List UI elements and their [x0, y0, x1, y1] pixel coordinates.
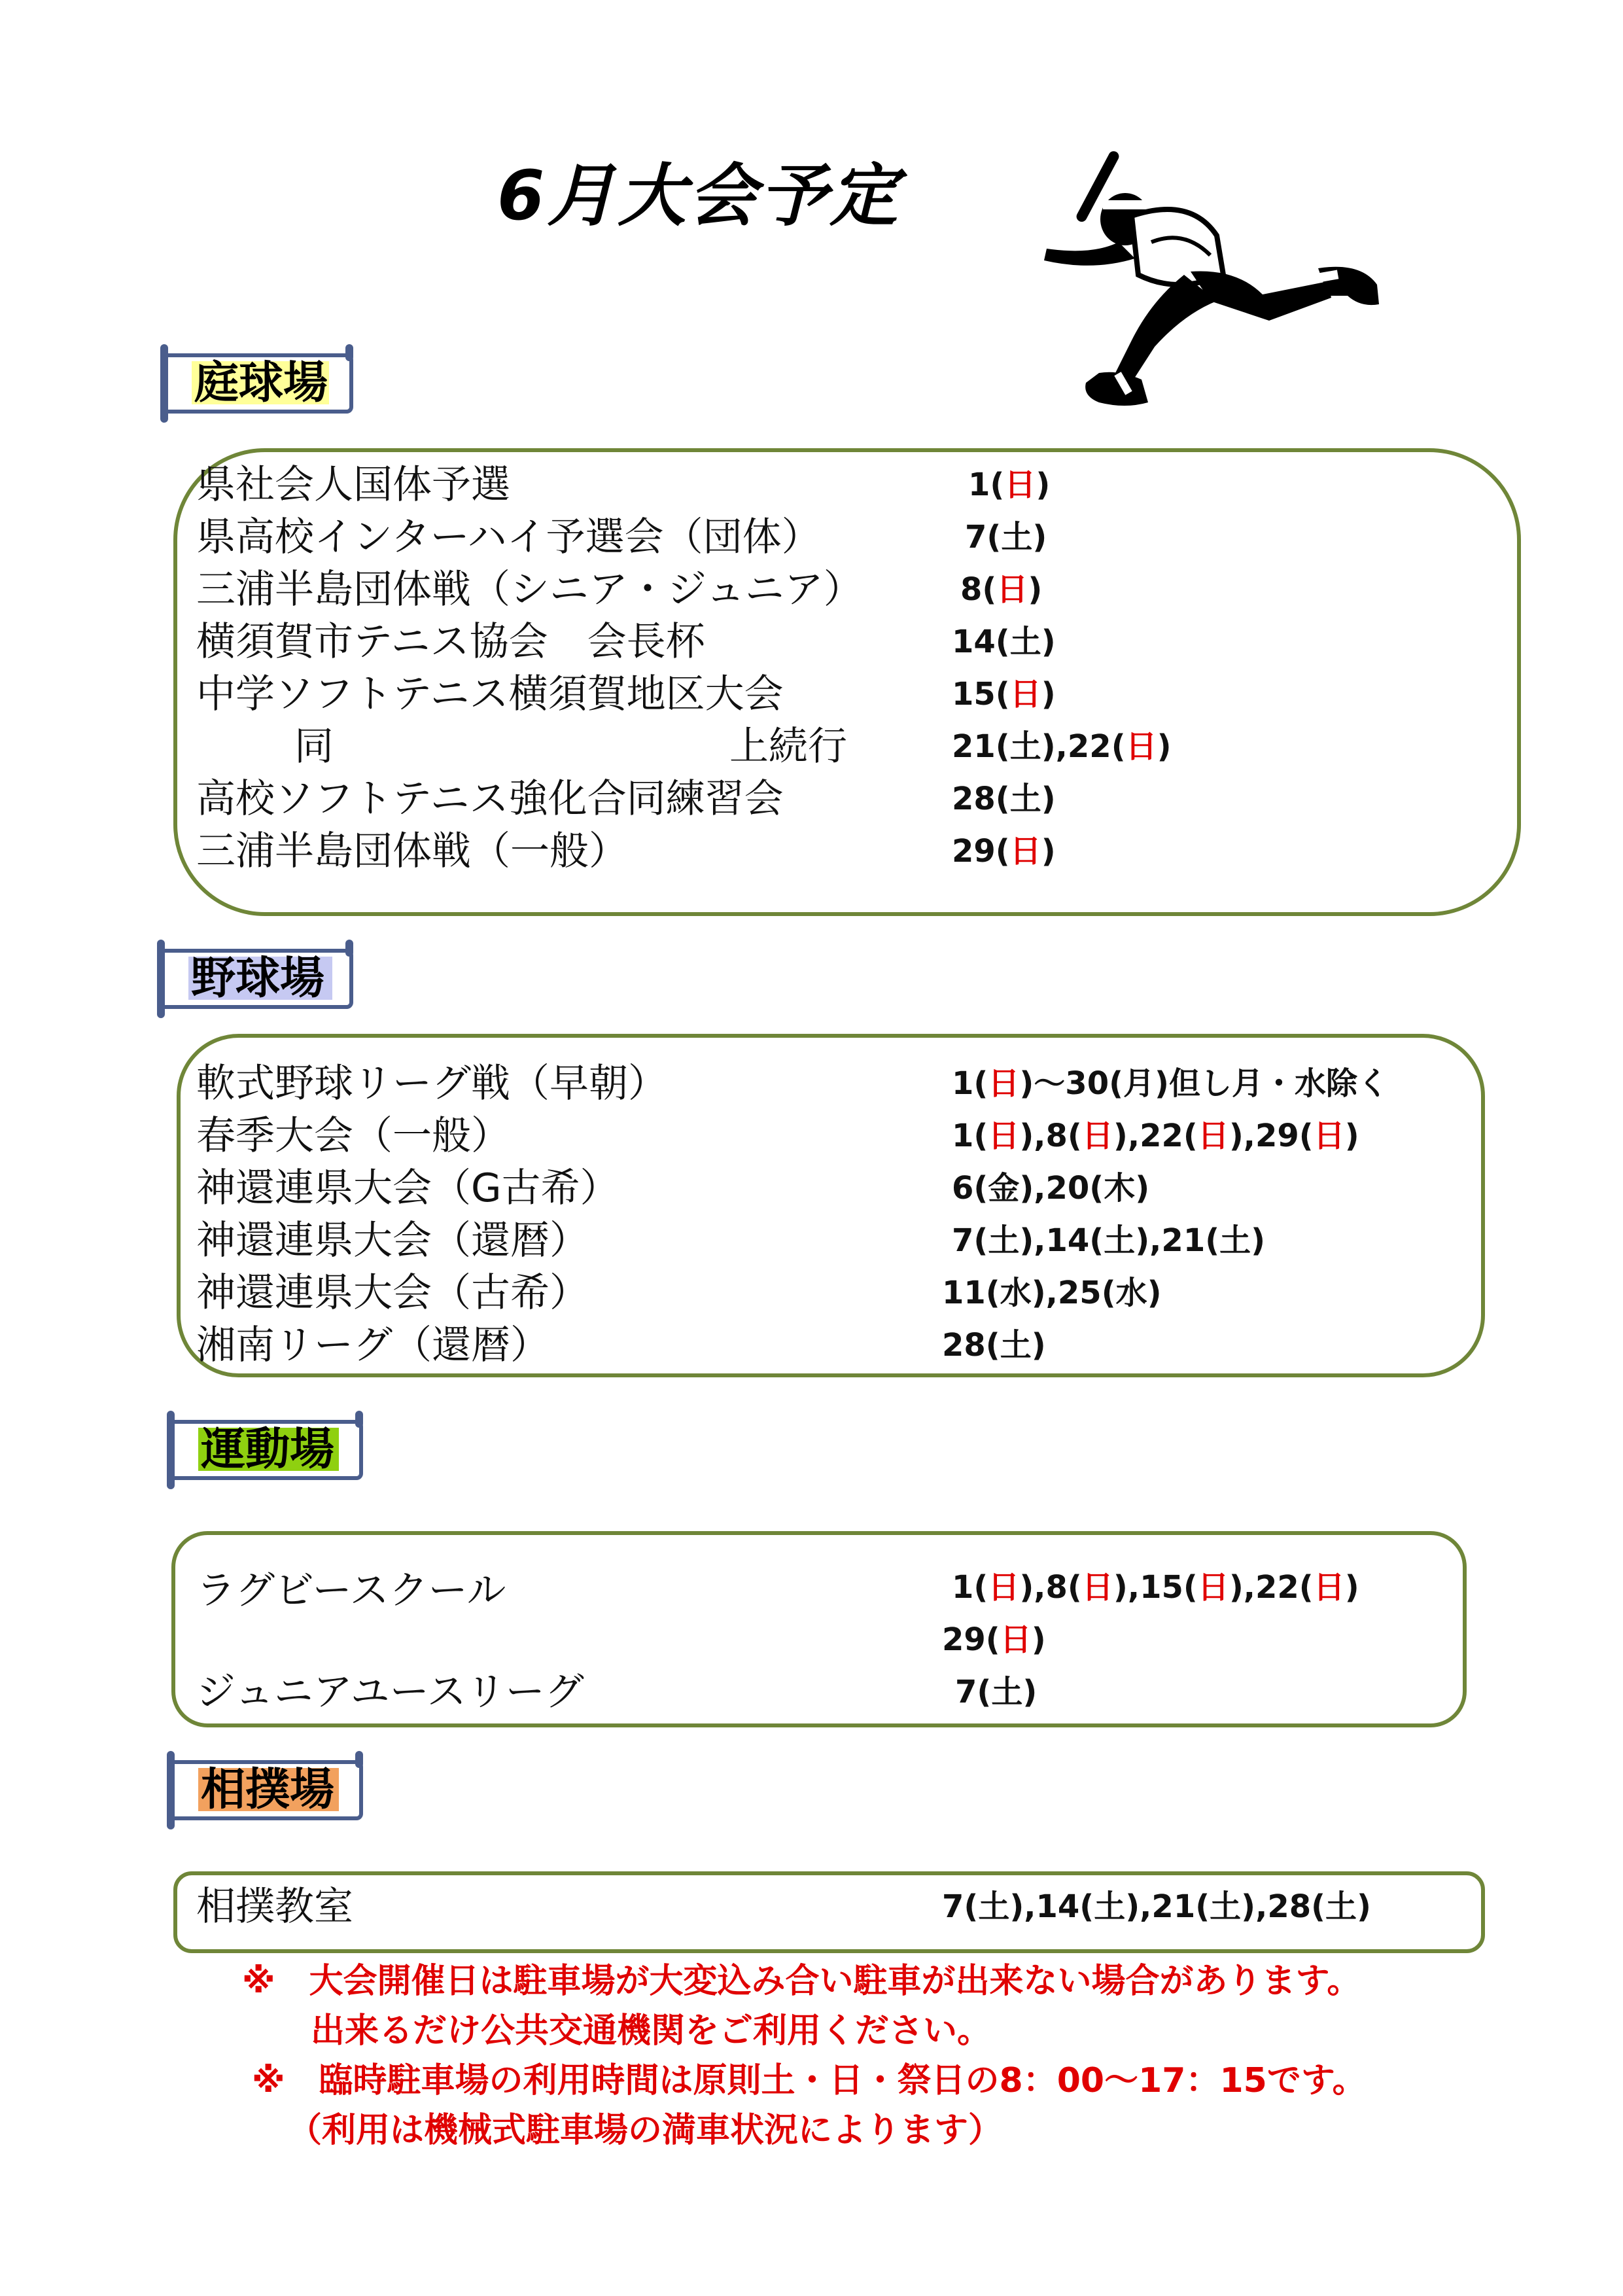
tennis-section-title: 庭球場: [194, 357, 328, 409]
event-date: 6(金),20(木): [952, 1170, 1150, 1207]
event-date: 1(日)～30(月)但し月・水除く: [952, 1065, 1389, 1102]
parking-notes: [242, 1956, 1367, 2155]
baseball-section-label: [157, 949, 353, 1009]
event-name-right: 上続行: [729, 724, 847, 769]
baseball-player-illustration: [1021, 144, 1387, 419]
event-date: 7(土): [955, 1674, 1038, 1710]
event-name: 神還連県大会（還暦）: [196, 1218, 589, 1263]
field-section-label: [167, 1420, 363, 1480]
event-date: 28(土): [942, 1327, 1046, 1364]
event-name: 相撲教室: [196, 1884, 353, 1930]
baseball-section-title: 野球場: [191, 953, 325, 1004]
event-name: 湘南リーグ（還暦）: [196, 1322, 550, 1368]
event-name: 春季大会（一般）: [196, 1113, 510, 1159]
event-name: ラグビースクール: [196, 1568, 506, 1614]
event-name: 軟式野球リーグ戦（早朝）: [196, 1061, 667, 1106]
event-name-left: 同: [294, 724, 334, 769]
event-date: 7(土): [965, 519, 1047, 556]
event-date: 29(日): [952, 833, 1056, 870]
event-date: 1(日),8(日),22(日),29(日): [952, 1118, 1359, 1154]
event-name: 県社会人国体予選: [196, 462, 510, 508]
event-date: 1(日): [968, 467, 1051, 503]
event-date: 8(日): [960, 571, 1043, 608]
note-line: ※ 大会開催日は駐車場が大変込み合い駐車が出来ない場合があります。: [242, 1962, 1361, 2001]
event-name: ジュニアユースリーグ: [196, 1669, 584, 1715]
field-section-title: 運動場: [201, 1424, 335, 1475]
event-name: 三浦半島団体戦（シニア・ジュニア）: [196, 567, 863, 612]
note-line: 出来るだけ公共交通機関をご利用ください。: [311, 2011, 992, 2051]
event-date: 11(水),25(水): [942, 1275, 1162, 1311]
event-date: 7(土),14(土),21(土): [952, 1222, 1266, 1259]
event-date: 28(土): [952, 781, 1056, 817]
page-title: 6月大会予定: [497, 156, 901, 236]
note-line: （利用は機械式駐車場の満車状況によります）: [288, 2111, 1003, 2150]
sumo-section-title: 相撲場: [201, 1764, 335, 1816]
event-name: 神還連県大会（G古希）: [196, 1165, 620, 1211]
event-name: 高校ソフトテニス強化合同練習会: [196, 776, 784, 822]
event-date: 15(日): [952, 676, 1056, 713]
event-name: 神還連県大会（古希）: [196, 1270, 589, 1316]
event-name: 横須賀市テニス協会 会長杯: [196, 619, 705, 665]
event-name: 県高校インターハイ予選会（団体）: [196, 514, 821, 560]
event-date: 14(土): [952, 624, 1056, 660]
event-name: 三浦半島団体戦（一般）: [196, 828, 628, 874]
event-date: 7(土),14(土),21(土),28(土): [942, 1888, 1371, 1925]
event-date: 1(日),8(日),15(日),22(日): [952, 1569, 1359, 1606]
tennis-section-label: [160, 353, 353, 414]
note-line: ※ 臨時駐車場の利用時間は原則土・日・祭日の8：00～17：15です。: [252, 2061, 1367, 2100]
event-date-continued: 29(日): [942, 1621, 1046, 1658]
sumo-section-label: [167, 1760, 363, 1820]
event-name: 中学ソフトテニス横須賀地区大会: [196, 671, 784, 717]
event-date: 21(土),22(日): [952, 728, 1172, 765]
